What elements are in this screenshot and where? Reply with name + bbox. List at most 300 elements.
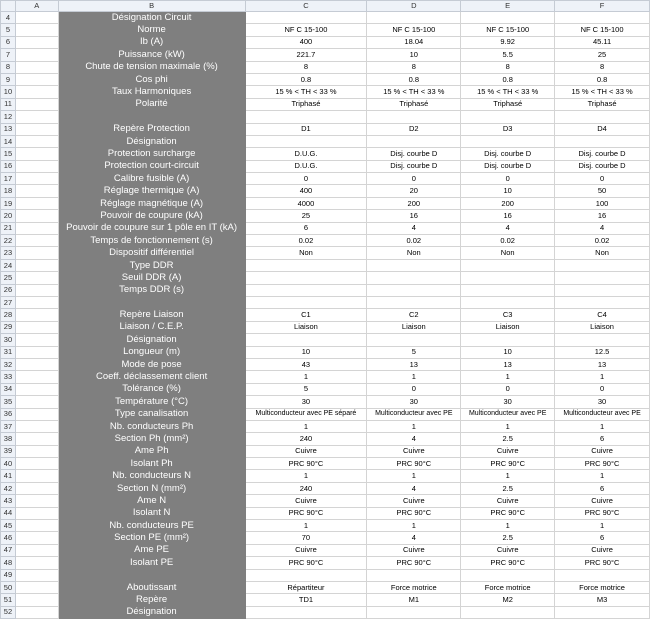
cell-c[interactable]: 400 [245, 185, 367, 197]
cell-e[interactable]: 10 [461, 185, 555, 197]
cell-a[interactable] [15, 135, 58, 147]
cell-d[interactable]: 4 [367, 482, 461, 494]
row-label-cell[interactable]: Ib (A) [58, 36, 245, 48]
cell-d[interactable] [367, 284, 461, 296]
row-header[interactable]: 9 [1, 73, 16, 85]
cell-a[interactable] [15, 36, 58, 48]
cell-c[interactable]: PRC 90°C [245, 458, 367, 470]
row-label-cell[interactable] [58, 569, 245, 581]
row-header[interactable]: 26 [1, 284, 16, 296]
cell-e[interactable]: 2.5 [461, 482, 555, 494]
cell-c[interactable]: 30 [245, 396, 367, 408]
row-label-cell[interactable]: Pouvoir de coupure (kA) [58, 210, 245, 222]
cell-d[interactable]: 10 [367, 49, 461, 61]
cell-e[interactable]: 1 [461, 470, 555, 482]
cell-e[interactable] [461, 111, 555, 123]
cell-e[interactable]: 1 [461, 371, 555, 383]
cell-e[interactable]: 1 [461, 520, 555, 532]
cell-d[interactable]: 4 [367, 433, 461, 445]
cell-d[interactable]: 16 [367, 210, 461, 222]
cell-a[interactable] [15, 532, 58, 544]
cell-c[interactable]: 4000 [245, 197, 367, 209]
cell-e[interactable]: Multiconducteur avec PE [461, 408, 555, 420]
cell-c[interactable] [245, 135, 367, 147]
cell-c[interactable] [245, 334, 367, 346]
row-header[interactable]: 15 [1, 148, 16, 160]
row-label-cell[interactable]: Nb. conducteurs N [58, 470, 245, 482]
cell-f[interactable]: 45.11 [555, 36, 650, 48]
cell-e[interactable]: C3 [461, 309, 555, 321]
cell-e[interactable] [461, 284, 555, 296]
cell-f[interactable]: 6 [555, 433, 650, 445]
row-header[interactable]: 8 [1, 61, 16, 73]
row-label-cell[interactable]: Nb. conducteurs Ph [58, 420, 245, 432]
cell-d[interactable]: Non [367, 247, 461, 259]
column-header-e[interactable]: E [461, 1, 555, 12]
cell-d[interactable]: PRC 90°C [367, 458, 461, 470]
cell-d[interactable]: 5 [367, 346, 461, 358]
column-header-b[interactable]: B [58, 1, 245, 12]
row-label-cell[interactable]: Cos phi [58, 73, 245, 85]
row-header[interactable]: 39 [1, 445, 16, 457]
cell-e[interactable] [461, 569, 555, 581]
cell-a[interactable] [15, 123, 58, 135]
row-header[interactable]: 7 [1, 49, 16, 61]
row-header[interactable]: 52 [1, 606, 16, 618]
cell-f[interactable]: 4 [555, 222, 650, 234]
cell-d[interactable] [367, 569, 461, 581]
row-header[interactable]: 14 [1, 135, 16, 147]
cell-f[interactable] [555, 284, 650, 296]
cell-f[interactable]: 13 [555, 358, 650, 370]
cell-e[interactable]: D3 [461, 123, 555, 135]
row-label-cell[interactable] [58, 111, 245, 123]
cell-a[interactable] [15, 458, 58, 470]
cell-c[interactable]: 0.8 [245, 73, 367, 85]
cell-f[interactable]: NF C 15-100 [555, 24, 650, 36]
row-label-cell[interactable]: Isolant N [58, 507, 245, 519]
cell-f[interactable] [555, 606, 650, 618]
cell-c[interactable]: Multiconducteur avec PE séparé [245, 408, 367, 420]
cell-e[interactable]: 16 [461, 210, 555, 222]
cell-c[interactable]: 1 [245, 470, 367, 482]
cell-d[interactable]: PRC 90°C [367, 557, 461, 569]
cell-f[interactable]: 25 [555, 49, 650, 61]
cell-d[interactable]: 1 [367, 371, 461, 383]
cell-d[interactable]: Cuivre [367, 495, 461, 507]
cell-c[interactable]: 240 [245, 433, 367, 445]
cell-c[interactable]: PRC 90°C [245, 557, 367, 569]
cell-f[interactable]: Cuivre [555, 495, 650, 507]
cell-f[interactable]: PRC 90°C [555, 557, 650, 569]
row-label-cell[interactable]: Temps de fonctionnement (s) [58, 235, 245, 247]
row-label-cell[interactable]: Liaison / C.E.P. [58, 321, 245, 333]
cell-a[interactable] [15, 433, 58, 445]
row-header[interactable]: 29 [1, 321, 16, 333]
cell-e[interactable] [461, 135, 555, 147]
row-header[interactable]: 46 [1, 532, 16, 544]
row-label-cell[interactable] [58, 296, 245, 308]
cell-c[interactable]: Cuivre [245, 544, 367, 556]
cell-c[interactable]: Triphasé [245, 98, 367, 110]
row-header[interactable]: 28 [1, 309, 16, 321]
row-header[interactable]: 37 [1, 420, 16, 432]
cell-a[interactable] [15, 396, 58, 408]
column-header-f[interactable]: F [555, 1, 650, 12]
cell-e[interactable]: 15 % < TH < 33 % [461, 86, 555, 98]
row-label-cell[interactable]: Nb. conducteurs PE [58, 520, 245, 532]
cell-a[interactable] [15, 98, 58, 110]
row-label-cell[interactable]: Température (°C) [58, 396, 245, 408]
row-label-cell[interactable]: Section N (mm²) [58, 482, 245, 494]
row-header[interactable]: 42 [1, 482, 16, 494]
cell-c[interactable]: 15 % < TH < 33 % [245, 86, 367, 98]
cell-f[interactable]: Liaison [555, 321, 650, 333]
cell-a[interactable] [15, 594, 58, 606]
row-label-cell[interactable]: Longueur (m) [58, 346, 245, 358]
cell-a[interactable] [15, 222, 58, 234]
row-label-cell[interactable]: Ame Ph [58, 445, 245, 457]
cell-c[interactable]: 6 [245, 222, 367, 234]
cell-a[interactable] [15, 445, 58, 457]
row-label-cell[interactable]: Norme [58, 24, 245, 36]
row-header[interactable]: 12 [1, 111, 16, 123]
cell-d[interactable]: NF C 15-100 [367, 24, 461, 36]
cell-a[interactable] [15, 495, 58, 507]
cell-c[interactable]: 0.02 [245, 235, 367, 247]
cell-e[interactable]: 2.5 [461, 532, 555, 544]
cell-e[interactable]: Non [461, 247, 555, 259]
cell-a[interactable] [15, 86, 58, 98]
row-header[interactable]: 51 [1, 594, 16, 606]
cell-d[interactable]: 18.04 [367, 36, 461, 48]
cell-a[interactable] [15, 296, 58, 308]
row-label-cell[interactable]: Protection court-circuit [58, 160, 245, 172]
cell-d[interactable] [367, 334, 461, 346]
row-header[interactable]: 45 [1, 520, 16, 532]
row-header[interactable]: 13 [1, 123, 16, 135]
row-header[interactable]: 5 [1, 24, 16, 36]
cell-a[interactable] [15, 358, 58, 370]
cell-e[interactable]: 8 [461, 61, 555, 73]
cell-c[interactable]: 25 [245, 210, 367, 222]
cell-c[interactable]: 240 [245, 482, 367, 494]
cell-c[interactable] [245, 606, 367, 618]
row-label-cell[interactable]: Coeff. déclassement client [58, 371, 245, 383]
cell-a[interactable] [15, 247, 58, 259]
cell-d[interactable]: 0 [367, 383, 461, 395]
cell-f[interactable] [555, 296, 650, 308]
row-header[interactable]: 35 [1, 396, 16, 408]
row-header[interactable]: 6 [1, 36, 16, 48]
cell-c[interactable] [245, 296, 367, 308]
row-label-cell[interactable]: Ame PE [58, 544, 245, 556]
cell-a[interactable] [15, 259, 58, 271]
row-label-cell[interactable]: Pouvoir de coupure sur 1 pôle en IT (kA) [58, 222, 245, 234]
row-header[interactable]: 19 [1, 197, 16, 209]
cell-d[interactable]: C2 [367, 309, 461, 321]
cell-d[interactable]: Cuivre [367, 544, 461, 556]
cell-f[interactable]: Disj. courbe D [555, 160, 650, 172]
cell-d[interactable] [367, 135, 461, 147]
cell-d[interactable]: 0 [367, 173, 461, 185]
cell-e[interactable]: M2 [461, 594, 555, 606]
cell-e[interactable]: 0.8 [461, 73, 555, 85]
cell-e[interactable] [461, 272, 555, 284]
cell-c[interactable]: Non [245, 247, 367, 259]
row-label-cell[interactable]: Désignation [58, 334, 245, 346]
cell-f[interactable]: 30 [555, 396, 650, 408]
cell-c[interactable] [245, 569, 367, 581]
cell-a[interactable] [15, 111, 58, 123]
cell-d[interactable]: 0.8 [367, 73, 461, 85]
cell-f[interactable]: 0.02 [555, 235, 650, 247]
select-all-corner[interactable] [1, 1, 16, 12]
cell-c[interactable]: 8 [245, 61, 367, 73]
row-header[interactable]: 27 [1, 296, 16, 308]
row-header[interactable]: 20 [1, 210, 16, 222]
cell-c[interactable] [245, 111, 367, 123]
cell-f[interactable]: PRC 90°C [555, 507, 650, 519]
cell-f[interactable] [555, 12, 650, 24]
cell-f[interactable]: Multiconducteur avec PE [555, 408, 650, 420]
row-label-cell[interactable]: Isolant PE [58, 557, 245, 569]
cell-d[interactable]: 1 [367, 470, 461, 482]
cell-f[interactable]: 12.5 [555, 346, 650, 358]
row-label-cell[interactable]: Repère [58, 594, 245, 606]
cell-d[interactable]: 30 [367, 396, 461, 408]
cell-f[interactable]: 1 [555, 371, 650, 383]
cell-d[interactable] [367, 606, 461, 618]
cell-a[interactable] [15, 12, 58, 24]
cell-a[interactable] [15, 507, 58, 519]
row-label-cell[interactable]: Repère Liaison [58, 309, 245, 321]
row-label-cell[interactable]: Temps DDR (s) [58, 284, 245, 296]
cell-a[interactable] [15, 557, 58, 569]
row-label-cell[interactable]: Type canalisation [58, 408, 245, 420]
cell-c[interactable] [245, 284, 367, 296]
cell-e[interactable]: Triphasé [461, 98, 555, 110]
cell-f[interactable]: Cuivre [555, 544, 650, 556]
cell-d[interactable]: Liaison [367, 321, 461, 333]
cell-a[interactable] [15, 210, 58, 222]
row-label-cell[interactable]: Protection surcharge [58, 148, 245, 160]
cell-f[interactable] [555, 569, 650, 581]
cell-a[interactable] [15, 569, 58, 581]
row-header[interactable]: 16 [1, 160, 16, 172]
row-header[interactable]: 41 [1, 470, 16, 482]
cell-a[interactable] [15, 334, 58, 346]
cell-f[interactable]: 0.8 [555, 73, 650, 85]
row-header[interactable]: 11 [1, 98, 16, 110]
cell-c[interactable]: D.U.G. [245, 160, 367, 172]
row-label-cell[interactable]: Désignation [58, 135, 245, 147]
row-header[interactable]: 24 [1, 259, 16, 271]
row-label-cell[interactable]: Section Ph (mm²) [58, 433, 245, 445]
row-header[interactable]: 23 [1, 247, 16, 259]
cell-c[interactable]: 400 [245, 36, 367, 48]
cell-d[interactable]: 15 % < TH < 33 % [367, 86, 461, 98]
cell-f[interactable]: 6 [555, 482, 650, 494]
cell-d[interactable]: 4 [367, 222, 461, 234]
cell-c[interactable]: PRC 90°C [245, 507, 367, 519]
cell-a[interactable] [15, 284, 58, 296]
cell-f[interactable]: 1 [555, 420, 650, 432]
cell-c[interactable]: Liaison [245, 321, 367, 333]
cell-d[interactable]: 0.02 [367, 235, 461, 247]
cell-c[interactable]: 5 [245, 383, 367, 395]
cell-d[interactable]: 13 [367, 358, 461, 370]
row-label-cell[interactable]: Section PE (mm²) [58, 532, 245, 544]
row-label-cell[interactable]: Ame N [58, 495, 245, 507]
cell-a[interactable] [15, 470, 58, 482]
cell-f[interactable]: 0 [555, 383, 650, 395]
row-header[interactable]: 48 [1, 557, 16, 569]
cell-f[interactable]: 1 [555, 520, 650, 532]
cell-a[interactable] [15, 520, 58, 532]
cell-e[interactable]: 2.5 [461, 433, 555, 445]
cell-d[interactable] [367, 111, 461, 123]
cell-d[interactable]: 8 [367, 61, 461, 73]
row-header[interactable]: 22 [1, 235, 16, 247]
cell-a[interactable] [15, 160, 58, 172]
row-header[interactable]: 43 [1, 495, 16, 507]
cell-a[interactable] [15, 73, 58, 85]
row-header[interactable]: 34 [1, 383, 16, 395]
cell-d[interactable]: D2 [367, 123, 461, 135]
cell-f[interactable] [555, 334, 650, 346]
cell-f[interactable]: 0 [555, 173, 650, 185]
cell-d[interactable]: Multiconducteur avec PE [367, 408, 461, 420]
row-label-cell[interactable]: Chute de tension maximale (%) [58, 61, 245, 73]
cell-e[interactable] [461, 296, 555, 308]
row-label-cell[interactable]: Taux Harmoniques [58, 86, 245, 98]
cell-c[interactable]: 1 [245, 371, 367, 383]
row-header[interactable]: 25 [1, 272, 16, 284]
row-header[interactable]: 44 [1, 507, 16, 519]
cell-a[interactable] [15, 148, 58, 160]
column-header-a[interactable]: A [15, 1, 58, 12]
cell-a[interactable] [15, 581, 58, 593]
cell-e[interactable]: Cuivre [461, 495, 555, 507]
cell-f[interactable]: 16 [555, 210, 650, 222]
row-header[interactable]: 18 [1, 185, 16, 197]
cell-c[interactable]: TD1 [245, 594, 367, 606]
cell-e[interactable]: 0 [461, 383, 555, 395]
cell-e[interactable]: 200 [461, 197, 555, 209]
cell-c[interactable]: 10 [245, 346, 367, 358]
cell-c[interactable]: Répartiteur [245, 581, 367, 593]
row-header[interactable]: 31 [1, 346, 16, 358]
cell-f[interactable]: D4 [555, 123, 650, 135]
cell-e[interactable]: Cuivre [461, 544, 555, 556]
cell-a[interactable] [15, 24, 58, 36]
row-header[interactable]: 32 [1, 358, 16, 370]
row-header[interactable]: 10 [1, 86, 16, 98]
cell-f[interactable]: 6 [555, 532, 650, 544]
row-label-cell[interactable]: Puissance (kW) [58, 49, 245, 61]
row-header[interactable]: 40 [1, 458, 16, 470]
cell-e[interactable]: Disj. courbe D [461, 160, 555, 172]
cell-e[interactable]: PRC 90°C [461, 507, 555, 519]
cell-d[interactable]: Force motrice [367, 581, 461, 593]
row-label-cell[interactable]: Isolant Ph [58, 458, 245, 470]
cell-e[interactable]: 9.92 [461, 36, 555, 48]
cell-e[interactable]: Cuivre [461, 445, 555, 457]
cell-a[interactable] [15, 346, 58, 358]
cell-e[interactable]: Force motrice [461, 581, 555, 593]
cell-a[interactable] [15, 185, 58, 197]
cell-e[interactable]: 5.5 [461, 49, 555, 61]
cell-d[interactable]: Cuivre [367, 445, 461, 457]
cell-e[interactable]: NF C 15-100 [461, 24, 555, 36]
row-header[interactable]: 36 [1, 408, 16, 420]
cell-a[interactable] [15, 321, 58, 333]
cell-c[interactable] [245, 272, 367, 284]
cell-e[interactable]: Disj. courbe D [461, 148, 555, 160]
cell-a[interactable] [15, 408, 58, 420]
row-label-cell[interactable]: Type DDR [58, 259, 245, 271]
cell-a[interactable] [15, 606, 58, 618]
cell-e[interactable]: 0.02 [461, 235, 555, 247]
cell-e[interactable]: 10 [461, 346, 555, 358]
cell-d[interactable]: 200 [367, 197, 461, 209]
cell-c[interactable] [245, 259, 367, 271]
cell-d[interactable]: PRC 90°C [367, 507, 461, 519]
cell-a[interactable] [15, 197, 58, 209]
cell-c[interactable]: 1 [245, 420, 367, 432]
cell-d[interactable]: 1 [367, 520, 461, 532]
cell-f[interactable] [555, 111, 650, 123]
row-label-cell[interactable]: Seuil DDR (A) [58, 272, 245, 284]
cell-c[interactable]: 221.7 [245, 49, 367, 61]
cell-c[interactable]: D.U.G. [245, 148, 367, 160]
cell-a[interactable] [15, 482, 58, 494]
cell-c[interactable] [245, 12, 367, 24]
row-header[interactable]: 50 [1, 581, 16, 593]
row-label-cell[interactable]: Réglage thermique (A) [58, 185, 245, 197]
cell-e[interactable]: 30 [461, 396, 555, 408]
cell-f[interactable]: 8 [555, 61, 650, 73]
row-label-cell[interactable]: Réglage magnétique (A) [58, 197, 245, 209]
cell-f[interactable]: Force motrice [555, 581, 650, 593]
cell-c[interactable]: Cuivre [245, 445, 367, 457]
cell-f[interactable]: M3 [555, 594, 650, 606]
cell-e[interactable]: Liaison [461, 321, 555, 333]
cell-d[interactable]: Disj. courbe D [367, 160, 461, 172]
cell-e[interactable]: 0 [461, 173, 555, 185]
cell-d[interactable]: Disj. courbe D [367, 148, 461, 160]
cell-f[interactable]: PRC 90°C [555, 458, 650, 470]
row-header[interactable]: 30 [1, 334, 16, 346]
row-label-cell[interactable]: Désignation [58, 606, 245, 618]
row-label-cell[interactable]: Désignation Circuit [58, 12, 245, 24]
cell-f[interactable] [555, 272, 650, 284]
cell-a[interactable] [15, 420, 58, 432]
cell-a[interactable] [15, 383, 58, 395]
cell-f[interactable]: Disj. courbe D [555, 148, 650, 160]
row-header[interactable]: 49 [1, 569, 16, 581]
cell-f[interactable]: 15 % < TH < 33 % [555, 86, 650, 98]
cell-c[interactable]: D1 [245, 123, 367, 135]
cell-f[interactable]: Non [555, 247, 650, 259]
cell-d[interactable]: Triphasé [367, 98, 461, 110]
cell-d[interactable]: 4 [367, 532, 461, 544]
row-label-cell[interactable]: Polarité [58, 98, 245, 110]
cell-f[interactable] [555, 135, 650, 147]
cell-e[interactable]: 13 [461, 358, 555, 370]
cell-f[interactable]: 100 [555, 197, 650, 209]
